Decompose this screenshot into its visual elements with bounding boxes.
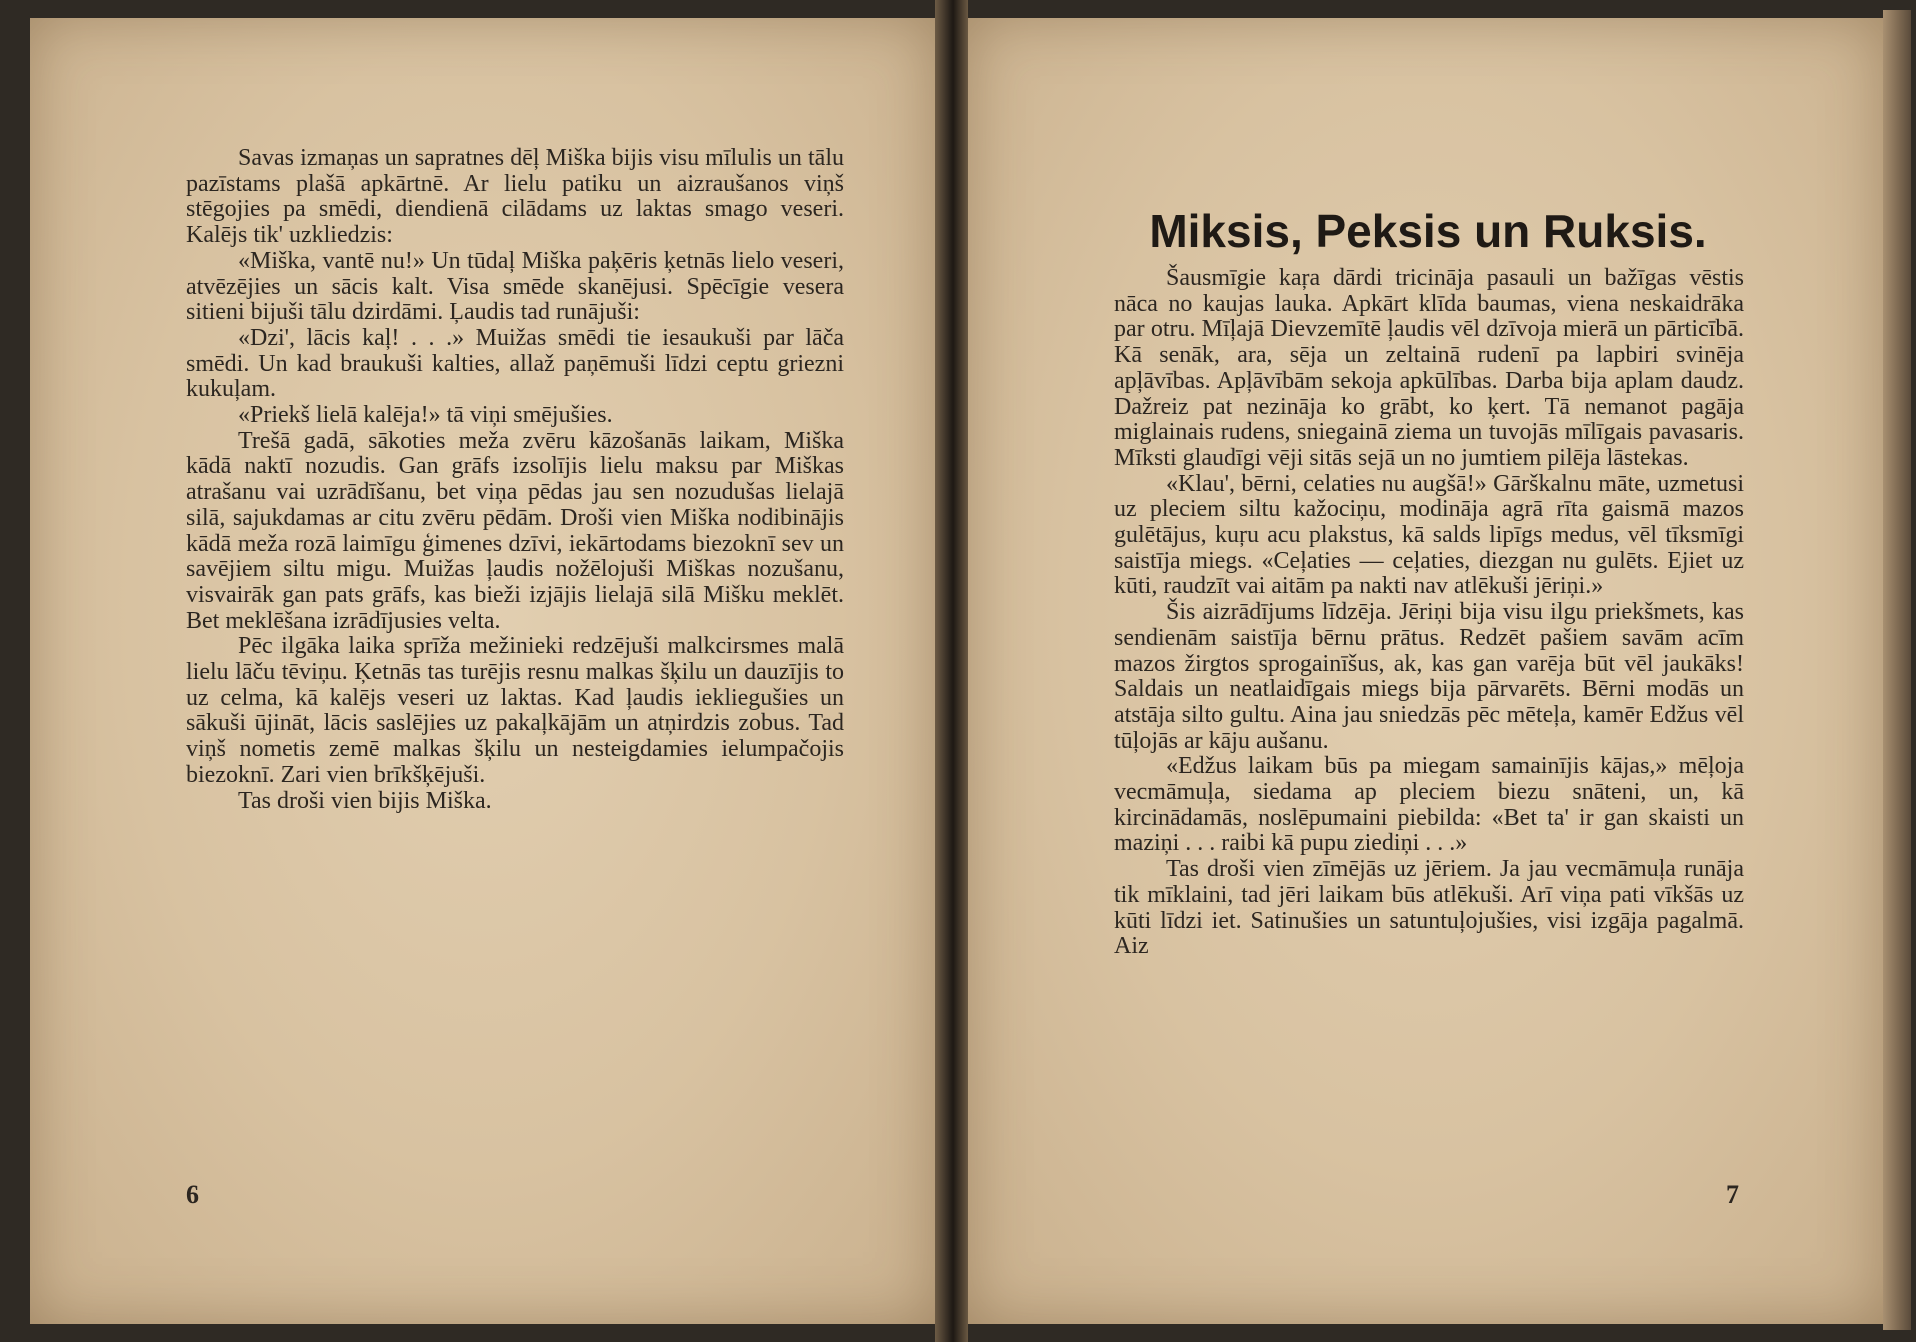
page-number: 6	[186, 1180, 199, 1209]
paragraph: Šausmīgie kaŗa dārdi tricināja pasauli un bažīgas vēstis nāca no kaujas lauka. Apkārt klīda baumas, viena neskaidrāka par otru. Mīļajā Dievzemītē ļaudis vēl dzīvoja mierā un pārticībā. Kā senāk, ara, sēja un zeltainā rudenī pa lapbiri svinēja apļāvības. Apļāvībām sekoja apkūlības. Darba bija aplam daudz. Dažreiz pat nezināja ko grābt, ko ķert. Tā nemanot pagāja miglainais rudens, sniegainā ziema un tuvojās mīlīgais pavasaris. Mīksti glaudīgi vēji sitās sejā un no jumtiem pilēja lāstekas.	[1114, 265, 1744, 471]
paragraph: «Dzi', lācis kaļ! . . .» Muižas smēdi tie iesaukuši par lāča smēdi. Un kad braukuši kalties, allaž paņēmuši līdzi ceptu griezni kukuļam.	[186, 324, 844, 403]
left-page-text	[186, 146, 844, 814]
paragraph: «Edžus laikam būs pa miegam samainījis kājas,» mēļoja vecmāmuļa, siedama ap pleciem biezu snāteni, un, kā kircinādamās, noslēpumaini piebilda: «Bet ta' ir gan skaisti un maziņi . . . raibi kā pupu ziediņi . . .»	[1114, 753, 1744, 857]
paragraph: «Priekš lielā kalēja!» tā viņi smējušies.	[238, 402, 613, 429]
chapter-title: Miksis, Peksis un Ruksis.	[1149, 205, 1707, 257]
paragraph: «Miška, vantē nu!» Un tūdaļ Miška paķēris ķetnās lielo veseri, atvēzējies un sācis kalt. Visa smēde skanējusi. Spēcīgie vesera sitieni bijuši tālu dzirdāmi. Ļaudis tad runājuši:	[186, 247, 844, 326]
paragraph: Šis aizrādījums līdzēja. Jēriņi bija visu ilgu priekšmets, kas sendienām saistīja bērnu prātus. Redzēt pašiem savām acīm mazos žirgtos sprogainīšus, ak, kas gan varēja būt vēl jaukāks! Saldais un neatlaidīgais miegs bija pārvarēts. Bērni modās un atstāja silto gultu. Aina jau sniedzās pēc mēteļa, kamēr Edžus vēl tūļojās ar kāju aušanu.	[1114, 599, 1744, 754]
paragraph: «Klau', bērni, celaties nu augšā!» Gārškalnu māte, uzmetusi uz pleciem siltu kažociņu, modināja agrā rīta gaismā mazos gulētājus, kuŗu acu plakstus, kā salds lipīgs medus, vēl tīksmīgi saistīja miegs. «Ceļaties — ceļaties, diezgan nu gulēts. Ejiet uz kūti, raudzīt vai aitām pa nakti nav atlēkuši jēriņi.»	[1114, 470, 1744, 600]
page-edges	[1883, 10, 1911, 1330]
book-gutter	[935, 0, 968, 1342]
paragraph: Trešā gadā, sākoties meža zvēru kāzošanās laikam, Miška kādā naktī nozudis. Gan grāfs izsolījis lielu maksu par Miškas atrašanu vai uzrādīšanu, bet viņa pēdas jau sen nozudušas lielajā silā, sajukdamas ar citu zvēru pēdām. Droši vien Miška nodibinājis kādā meža rozā laimīgu ģimenes dzīvi, iekārtodams biezoknī sev un savējiem siltu migu. Muižas ļaudis nožēlojuši Miškas nozušanu, visvairāk gan pats grāfs, kas bieži izjājis lielajā silā Mišku meklēt. Bet meklēšana izrādījusies velta.	[186, 427, 844, 634]
left-page	[30, 18, 935, 1324]
paragraph: Tas droši vien bijis Miška.	[238, 787, 492, 814]
right-page-text	[1114, 266, 1744, 960]
paragraph: Tas droši vien zīmējās uz jēriem. Ja jau vecmāmuļa runāja tik mīklaini, tad jēri laikam būs atlēkuši. Arī viņa pati vīkšās uz kūti līdzi iet. Satinušies un satuntuļojušies, visi izgāja pagalmā. Aiz	[1114, 856, 1744, 960]
paragraph: Savas izmaņas un sapratnes dēļ Miška bijis visu mīlulis un tālu pazīstams plašā apkārtnē. Ar lielu patiku un aizraušanos viņš stēgojies pa smēdi, diendienā cilādams uz laktas smago veseri. Kalējs tik' uzkliedzis:	[186, 145, 844, 249]
paragraph: Pēc ilgāka laika sprīža mežinieki redzējuši malkcirsmes malā lielu lāču tēviņu. Ķetnās tas turējis resnu malkas šķilu un dauzījis to uz celma, kā kalējs veseri uz laktas. Kad ļaudis iekliegušies un sākuši ūjināt, lācis saslējies uz pakaļkājām un atņirdzis zobus. Tad viņš nometis zemē malkas šķilu un nesteigdamies ielumpačojis biezoknī. Zari vien brīkšķējuši.	[186, 633, 844, 788]
page-number: 7	[1726, 1180, 1739, 1209]
right-page	[968, 18, 1883, 1324]
